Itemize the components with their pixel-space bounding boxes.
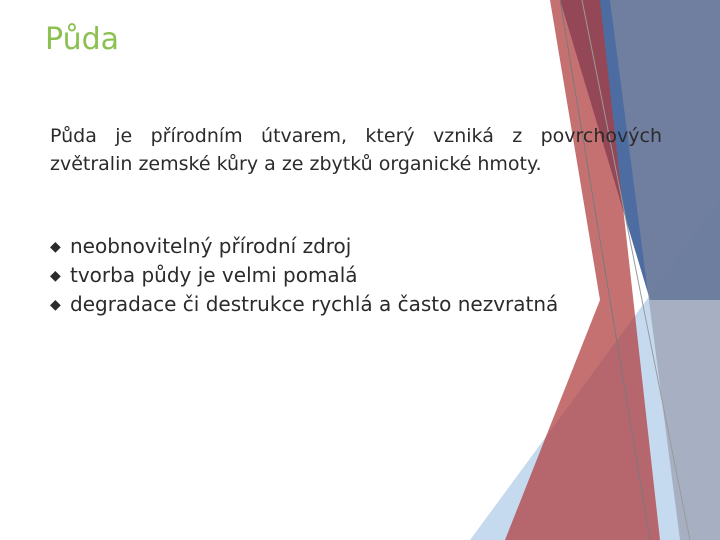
list-item [50, 232, 558, 261]
intro-paragraph: Půda je přírodním útvarem, který vzniká z povrchových zvětralin zemské kůry a ze zbytků organické hmoty. [50, 125, 662, 175]
diamond-bullet-icon: ◆ [50, 297, 61, 313]
diamond-bullet-icon: ◆ [50, 239, 61, 255]
bullet-list [50, 232, 558, 319]
list-item-text: degradace či destrukce rychlá a často nezvratná [70, 292, 559, 316]
list-item-text: tvorba půdy je velmi pomalá [70, 263, 358, 287]
diamond-bullet-icon: ◆ [50, 268, 61, 284]
slide-title: Půda [45, 22, 120, 57]
list-item [50, 261, 558, 290]
list-item [50, 290, 558, 319]
list-item-text: neobnovitelný přírodní zdroj [70, 234, 352, 258]
